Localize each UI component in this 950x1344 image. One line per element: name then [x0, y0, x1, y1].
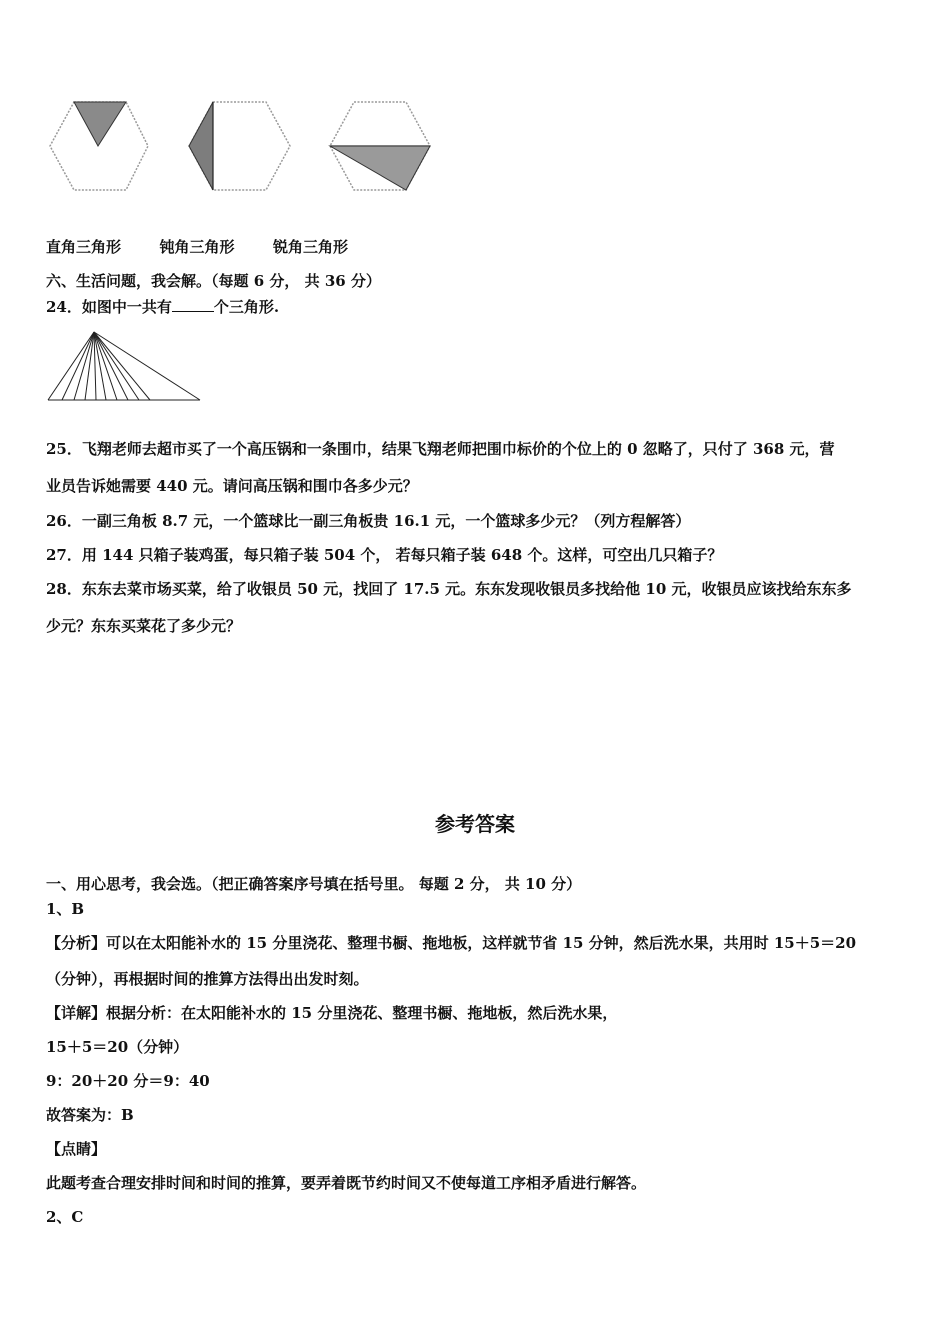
tip-text: 此题考查合理安排时间和时间的推算，要弄着既节约时间又不使每道工序相矛盾进行解答。 [46, 1174, 647, 1192]
calc-line1: 15＋5＝20（分钟） [46, 1038, 189, 1056]
hexagon-figures [44, 98, 444, 198]
q24 [46, 296, 279, 317]
q24-text-after: 个三角形. [213, 298, 280, 316]
q25-line2: 业员告诉她需要 440 元。请问高压锅和围巾各多少元？ [46, 477, 418, 495]
q24-text-before: 24．如图中一共有 [46, 298, 172, 316]
analysis-line2: （分钟），再根据时间的推算方法得出出发时刻。 [46, 970, 369, 988]
shape-label-acute: 锐角三角形 [272, 238, 348, 256]
q27: 27．用 144 只箱子装鸡蛋，每只箱子装 504 个， 若每只箱子装 648 个。这样，可空出几只箱子？ [46, 546, 723, 564]
q28-line2: 少元？东东买菜花了多少元？ [46, 617, 242, 635]
q25-line1: 25．飞翔老师去超市买了一个高压锅和一条围巾，结果飞翔老师把围巾标价的个位上的 0 忽略了，只付了 368 元，营 [46, 440, 835, 458]
section6-heading: 六、生活问题，我会解。（每题 6 分， 共 36 分） [46, 272, 381, 290]
shape-labels [46, 236, 348, 257]
answer-2: 2、C [46, 1208, 84, 1226]
conclusion-line: 故答案为：B [46, 1106, 134, 1124]
hexagon-1 [50, 102, 148, 190]
hexagon-3 [330, 102, 430, 190]
triangle-fan-figure [44, 328, 204, 404]
hexagon-2 [189, 102, 290, 190]
q28-line1: 28．东东去菜市场买菜，给了收银员 50 元，找回了 17.5 元。东东发现收银员多找给他 10 元，收银员应该找给东东多 [46, 580, 852, 598]
q26: 26．一副三角板 8.7 元，一个篮球比一副三角板贵 16.1 元，一个篮球多少元？（列方程解答） [46, 512, 691, 530]
answers-section1: 一、用心思考，我会选。（把正确答案序号填在括号里。 每题 2 分， 共 10 分） [46, 875, 582, 893]
answer-1: 1、B [46, 900, 85, 918]
tip-label: 【点睛】 [46, 1140, 107, 1158]
calc-line2: 9：20＋20 分＝9：40 [46, 1072, 210, 1090]
shape-label-obtuse: 钝角三角形 [159, 238, 235, 256]
shape-label-right: 直角三角形 [46, 238, 122, 256]
detail-line: 【详解】根据分析：在太阳能补水的 15 分里浇花、整理书橱、拖地板，然后洗水果， [46, 1004, 618, 1022]
answers-title: 参考答案 [435, 812, 515, 836]
answer-blank [172, 297, 214, 312]
analysis-line1: 【分析】可以在太阳能补水的 15 分里浇花、整理书橱、拖地板，这样就节省 15 分钟，然后洗水果，共用时 15＋5＝20 [46, 934, 857, 952]
